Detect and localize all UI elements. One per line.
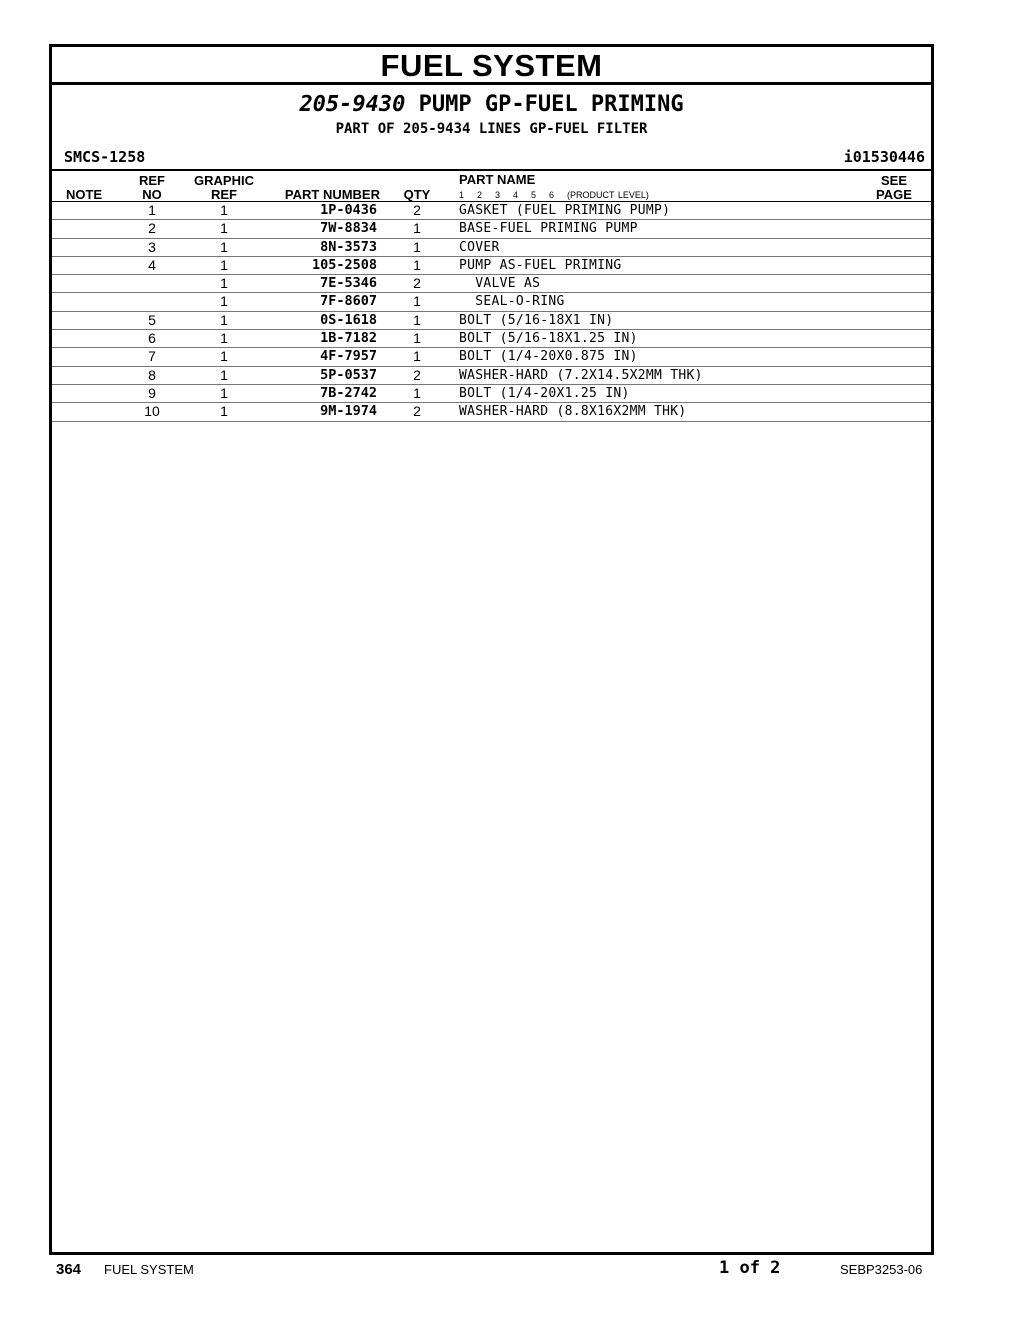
part-name-cell: BOLT (1/4-20X0.875 IN) (459, 349, 638, 365)
part-number-cell: 1B-7182 (320, 330, 377, 347)
graphic-ref-cell: 1 (220, 366, 228, 383)
ref-no-cell: 7 (148, 348, 156, 365)
part-name-cell: COVER (459, 239, 500, 255)
graphic-ref-cell: 1 (220, 238, 228, 255)
graphic-ref-cell: 1 (220, 403, 228, 420)
part-number-cell: 1P-0436 (320, 202, 377, 218)
qty-cell: 1 (413, 348, 421, 365)
graphic-ref-cell: 1 (220, 256, 228, 273)
graphic-ref-cell: 1 (220, 311, 228, 328)
part-name-cell: BOLT (5/16-18X1 IN) (459, 312, 614, 328)
part-number-cell: 8N-3573 (320, 238, 377, 255)
ref-no-cell: 3 (148, 238, 156, 255)
product-level-5: 5 (531, 190, 537, 200)
ref-no-cell: 6 (148, 330, 156, 347)
part-name-cell: PUMP AS-FUEL PRIMING (459, 257, 622, 273)
smcs-code: SMCS-1258 (64, 148, 146, 166)
table-row (52, 239, 931, 257)
qty-cell: 1 (413, 311, 421, 328)
parts-page-frame (49, 44, 934, 1255)
col-graphic-ref (187, 174, 261, 202)
ref-no-cell: 8 (148, 366, 156, 383)
col-ref-no-line1: REF (139, 173, 165, 188)
ref-no-cell: 9 (148, 384, 156, 401)
footer-page-number: 364 (56, 1261, 82, 1278)
part-number-cell: 7F-8607 (320, 293, 377, 310)
product-level-label: (PRODUCT LEVEL) (567, 190, 649, 200)
part-name-cell: BOLT (5/16-18X1.25 IN) (459, 331, 638, 347)
part-name-cell: WASHER-HARD (8.8X16X2MM THK) (459, 404, 687, 420)
graphic-ref-cell: 1 (220, 330, 228, 347)
qty-cell: 1 (413, 330, 421, 347)
part-name-cell: BOLT (1/4-20X1.25 IN) (459, 385, 630, 401)
table-row (52, 275, 931, 293)
table-row (52, 220, 931, 238)
graphic-ref-cell: 1 (220, 348, 228, 365)
col-ref-no (124, 174, 180, 202)
group-number: 205-9430 (299, 92, 406, 117)
part-number-cell: 9M-1974 (320, 403, 377, 420)
col-graphic-ref-line1: GRAPHIC (194, 173, 254, 188)
product-level-6: 6 (549, 190, 555, 200)
product-level-3: 3 (495, 190, 501, 200)
table-row (52, 403, 931, 421)
group-part-of: PART OF 205-9434 LINES GP-FUEL FILTER (335, 121, 648, 137)
part-number-cell: 4F-7957 (320, 348, 377, 365)
graphic-ref-cell: 1 (220, 384, 228, 401)
part-number-cell: 0S-1618 (320, 311, 377, 328)
product-level-2: 2 (477, 190, 483, 200)
part-number-cell: 5P-0537 (320, 366, 377, 383)
table-row (52, 348, 931, 366)
table-row (52, 330, 931, 348)
graphic-ref-cell: 1 (220, 275, 228, 292)
table-row (52, 385, 931, 403)
footer-page-of: 1 of 2 (719, 1258, 781, 1278)
graphic-ref-cell: 1 (220, 293, 228, 310)
section-title: FUEL SYSTEM (52, 47, 931, 85)
ref-no-cell: 4 (148, 256, 156, 273)
part-number-cell: 7B-2742 (320, 384, 377, 401)
col-see-page-line2: PAGE (876, 187, 912, 202)
col-ref-no-line2: NO (142, 187, 162, 202)
part-number-cell: 105-2508 (311, 256, 377, 273)
qty-cell: 2 (413, 202, 421, 218)
part-name-cell: VALVE AS (459, 276, 541, 292)
ref-no-cell: 10 (144, 403, 160, 420)
ref-no-cell: 2 (148, 220, 156, 237)
table-row (52, 312, 931, 330)
graphic-ref-cell: 1 (220, 220, 228, 237)
col-see-page-line1: SEE (880, 173, 907, 188)
parts-table (52, 202, 931, 422)
product-levels (459, 190, 649, 200)
product-level-1: 1 (459, 190, 465, 200)
part-name-cell: BASE-FUEL PRIMING PUMP (459, 221, 638, 237)
ref-no-cell: 1 (148, 202, 156, 218)
col-see-page (864, 174, 924, 202)
table-row (52, 257, 931, 275)
group-name: PUMP GP-FUEL PRIMING (418, 92, 684, 117)
part-number-cell: 7W-8834 (320, 220, 377, 237)
part-name-cell: GASKET (FUEL PRIMING PUMP) (459, 203, 671, 218)
qty-cell: 2 (413, 403, 421, 420)
group-title (52, 92, 931, 117)
graphic-ref-cell: 1 (220, 202, 228, 218)
part-name-cell: SEAL-O-RING (459, 294, 565, 310)
qty-cell: 1 (413, 238, 421, 255)
col-part-name: PART NAME (459, 172, 536, 187)
table-row (52, 202, 931, 220)
illustration-id: i01530446 (843, 148, 925, 166)
footer-section: FUEL SYSTEM (104, 1262, 194, 1277)
col-graphic-ref-line2: REF (211, 187, 237, 202)
qty-cell: 1 (413, 256, 421, 273)
table-row (52, 293, 931, 311)
footer-document-number: SEBP3253-06 (840, 1262, 923, 1277)
col-part-number: PART NUMBER (284, 187, 380, 202)
table-row (52, 367, 931, 385)
part-name-cell: WASHER-HARD (7.2X14.5X2MM THK) (459, 367, 703, 383)
qty-cell: 1 (413, 220, 421, 237)
qty-cell: 2 (413, 366, 421, 383)
header-top-rule (52, 169, 931, 171)
product-level-4: 4 (513, 190, 519, 200)
col-qty: QTY (403, 187, 431, 202)
qty-cell: 1 (413, 293, 421, 310)
qty-cell: 1 (413, 384, 421, 401)
part-number-cell: 7E-5346 (320, 275, 377, 292)
col-note: NOTE (65, 187, 103, 202)
qty-cell: 2 (413, 275, 421, 292)
ref-no-cell: 5 (148, 311, 156, 328)
